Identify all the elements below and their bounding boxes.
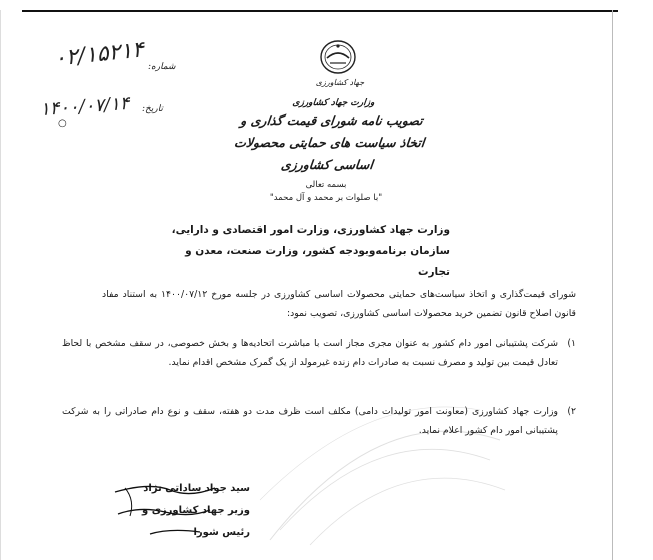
signatory-name: سید جواد ساداتی نژاد	[143, 483, 250, 494]
left-frame-line	[0, 10, 1, 560]
intro-paragraph: شورای قیمت‌گذاری و اتخاذ سیاست‌های حمایتی محصولات اساسی کشاورزی در جلسه مورخ ۱۴۰۰/۰۷/۱۲ به استناد مفاد قانون اصلاح قانون تضمین خرید محصولات اساسی کشاورزی، تصویب نمود:	[102, 289, 576, 319]
council-title-block	[221, 96, 439, 176]
resolution-item	[62, 402, 576, 440]
item-number: ۲)	[567, 406, 576, 417]
ministry-emblem-icon	[318, 38, 358, 76]
signature-block	[100, 478, 250, 544]
resolution-item	[62, 334, 576, 372]
signatory-title: وزیر جهاد کشاورزی و	[142, 505, 250, 516]
letter-number-value: ۰۲/۱۵۲۱۴	[52, 37, 146, 72]
letter-number-label: شماره:	[148, 62, 176, 72]
small-circle-mark: ○	[58, 118, 67, 129]
letter-date-value: ۱۴۰۰/۰۷/۱۴	[39, 92, 131, 121]
ministry-line: وزارت جهاد کشاورزی	[291, 98, 375, 108]
council-line-2: اتخاذ سیاست های حمایتی محصولات اساسی کشاورزی	[233, 135, 426, 172]
recipients-line: سازمان برنامه‌وبودجه کشور، وزارت صنعت، معدن و تجارت	[185, 245, 450, 278]
item-text: شرکت پشتیبانی امور دام کشور به عنوان مجری مجاز است با مباشرت اتحادیه‌ها و بخش خصوصی، در سقف مشخص با لحاظ تعادل قیمت بین تولید و مصرف نسبت به صادرات دام زنده غیرمولد از یک گمرک مشخص اقدام نماید.	[62, 338, 558, 368]
right-frame-line	[612, 10, 613, 560]
item-text: وزارت جهاد کشاورزی (معاونت امور تولیدات دامی) مکلف است ظرف مدت دو هفته، سقف و نوع دام صادراتی را به شرکت پشتیبانی امور دام کشور اعلام نماید.	[62, 406, 558, 436]
emblem-caption: جهاد کشاورزی	[315, 78, 365, 87]
council-line-1: تصویب نامه شورای قیمت گذاری و	[239, 113, 424, 128]
top-rule	[22, 10, 618, 12]
salawat: "با صلوات بر محمد و آل محمد"	[269, 193, 383, 203]
letter-date-label: تاریخ:	[142, 104, 163, 114]
item-number: ۱)	[567, 338, 576, 349]
recipients-block	[150, 220, 450, 283]
bismillah: بسمه تعالی	[305, 180, 347, 190]
signatory-role: رئیس شورا	[193, 527, 250, 538]
recipients-line: وزارت جهاد کشاورزی، وزارت امور اقتصادی و دارایی،	[171, 224, 450, 236]
